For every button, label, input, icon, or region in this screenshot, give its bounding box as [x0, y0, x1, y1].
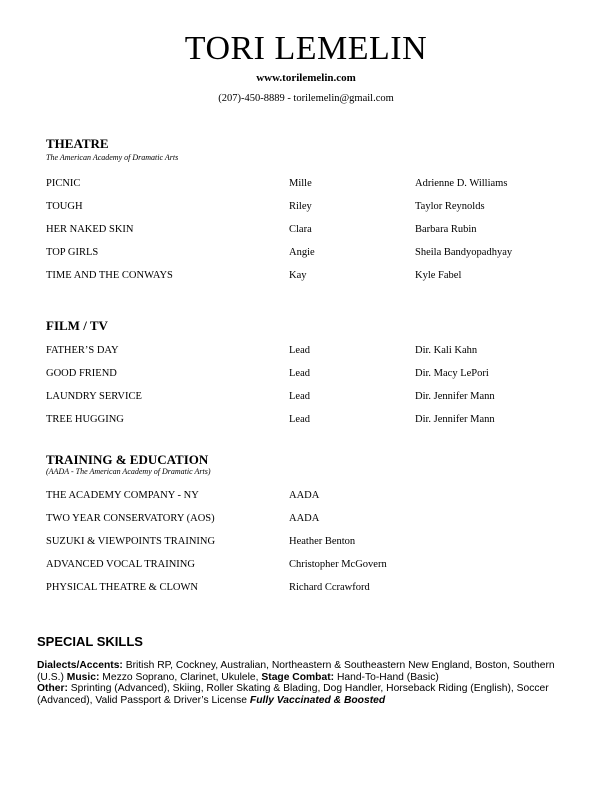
production-title: TOUGH	[46, 201, 83, 212]
role: Lead	[289, 345, 310, 356]
website-link[interactable]: www.torilemelin.com	[256, 72, 356, 84]
film-row	[0, 368, 612, 382]
role: Riley	[289, 201, 312, 212]
theatre-row	[0, 224, 612, 238]
film-row	[0, 345, 612, 359]
skills-section-title: SPECIAL SKILLS	[37, 634, 143, 649]
director: Dir. Jennifer Mann	[415, 414, 495, 425]
theatre-row	[0, 270, 612, 284]
training-instructor: AADA	[289, 513, 320, 524]
production-title: GOOD FRIEND	[46, 368, 117, 379]
role: Lead	[289, 391, 310, 402]
theatre-row	[0, 201, 612, 215]
skills-paragraph	[37, 660, 577, 706]
training-section-title: TRAINING & EDUCATION	[46, 452, 209, 467]
training-program: THE ACADEMY COMPANY - NY	[46, 490, 199, 501]
training-program: PHYSICAL THEATRE & CLOWN	[46, 582, 198, 593]
stage-combat-text: Hand-To-Hand (Basic)	[336, 671, 439, 683]
training-row	[0, 559, 612, 573]
role: Lead	[289, 414, 310, 425]
role: Clara	[289, 224, 312, 235]
music-text: Mezzo Soprano, Clarinet, Ukulele,	[102, 671, 259, 683]
dialects-label: Dialects/Accents:	[37, 660, 123, 671]
contact-line: (207)-450-8889 - torilemelin@gmail.com	[218, 93, 394, 104]
training-row	[0, 513, 612, 527]
production-title: FATHER’S DAY	[46, 345, 119, 356]
director: Dir. Jennifer Mann	[415, 391, 495, 402]
other-text: Sprinting (Advanced), Skiing, Roller Skating & Blading, Dog Handler, Horseback Riding (English), Soccer (Advanced), Valid Passport & Driver’s License	[37, 683, 549, 706]
resume-name: TORI LEMELIN	[184, 30, 428, 67]
production-title: HER NAKED SKIN	[46, 224, 134, 235]
director: Dir. Kali Kahn	[415, 345, 478, 356]
training-row	[0, 582, 612, 596]
training-program: TWO YEAR CONSERVATORY (AOS)	[46, 513, 215, 524]
training-program: ADVANCED VOCAL TRAINING	[46, 559, 195, 570]
training-program: SUZUKI & VIEWPOINTS TRAINING	[46, 536, 216, 547]
director: Sheila Bandyopadhyay	[415, 247, 513, 258]
stage-combat-label: Stage Combat:	[261, 671, 335, 683]
director: Adrienne D. Williams	[415, 178, 508, 189]
music-label: Music:	[66, 671, 100, 683]
theatre-section-title: THEATRE	[46, 136, 109, 151]
production-title: TOP GIRLS	[46, 247, 99, 258]
production-title: PICNIC	[46, 178, 81, 189]
role: Angie	[289, 247, 315, 258]
training-instructor: Heather Benton	[289, 536, 356, 547]
vaccination-status: Fully Vaccinated & Boosted	[249, 694, 386, 706]
director: Barbara Rubin	[415, 224, 477, 235]
theatre-section-subtitle: The American Academy of Dramatic Arts	[46, 153, 179, 162]
role: Kay	[289, 270, 307, 281]
training-section-subtitle: (AADA - The American Academy of Dramatic Arts)	[46, 467, 211, 476]
film-section-title: FILM / TV	[46, 318, 108, 333]
role: Lead	[289, 368, 310, 379]
film-row	[0, 391, 612, 405]
director: Kyle Fabel	[415, 270, 462, 281]
dialects-text: British RP, Cockney, Australian, Northeastern & Southeastern New England, Boston, Southern (U.S.)	[37, 660, 555, 683]
training-row	[0, 490, 612, 504]
theatre-row	[0, 178, 612, 192]
production-title: TIME AND THE CONWAYS	[46, 270, 173, 281]
theatre-row	[0, 247, 612, 261]
training-instructor: Christopher McGovern	[289, 559, 387, 570]
training-instructor: AADA	[289, 490, 320, 501]
training-row	[0, 536, 612, 550]
production-title: TREE HUGGING	[46, 414, 124, 425]
production-title: LAUNDRY SERVICE	[46, 391, 142, 402]
training-instructor: Richard Ccrawford	[289, 582, 370, 593]
film-row	[0, 414, 612, 428]
director: Taylor Reynolds	[415, 201, 485, 212]
other-label: Other:	[37, 683, 68, 694]
role: Mille	[289, 178, 312, 189]
director: Dir. Macy LePori	[415, 368, 489, 379]
